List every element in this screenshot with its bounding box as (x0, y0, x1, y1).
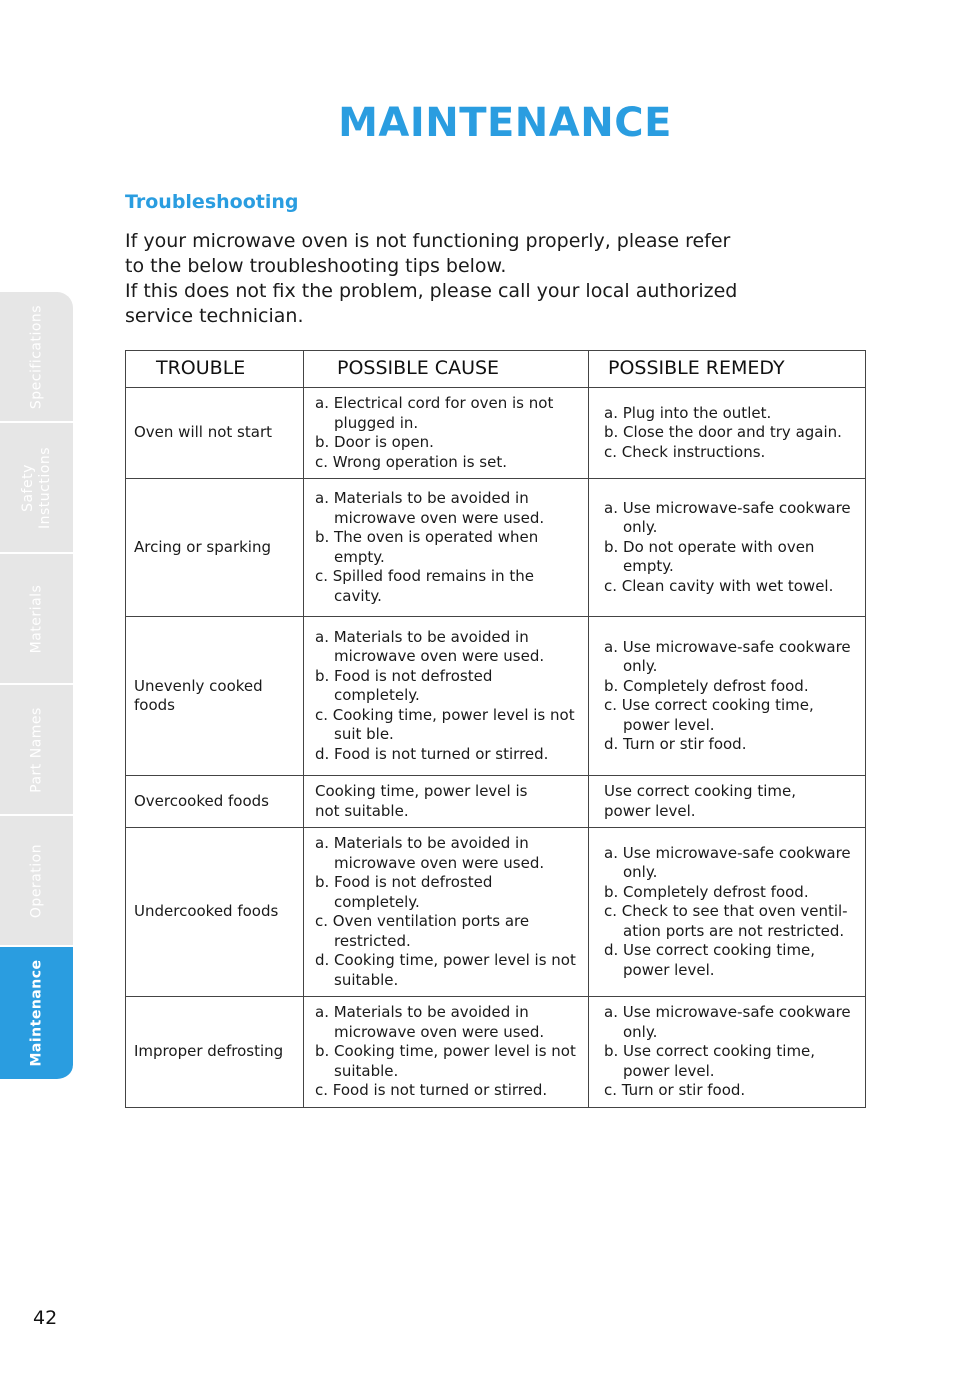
section-tabs (0, 292, 74, 1081)
tab-materials[interactable] (0, 554, 73, 685)
tab-label: Part Names (28, 706, 44, 793)
intro-line: If your microwave oven is not functioning properly, please refer (125, 230, 731, 252)
column-header-remedy: POSSIBLE REMEDY (589, 351, 866, 388)
cause-item: Cooking time, power level is not suitable. (315, 782, 528, 820)
cause-item: d. Cooking time, power level is not suitable. (315, 951, 576, 989)
table-body (126, 388, 866, 1108)
trouble-cell: Undercooked foods (126, 828, 304, 997)
table-row (126, 617, 866, 776)
intro-line: service technician. (125, 305, 304, 327)
trouble-cell: Arcing or sparking (126, 479, 304, 617)
table-row (126, 828, 866, 997)
troubleshooting-table (125, 350, 866, 1108)
cause-cell (304, 828, 589, 997)
cause-item: b. Cooking time, power level is not suitable. (315, 1042, 576, 1080)
remedy-item: d. Use correct cooking time, power level. (604, 941, 816, 979)
remedy-item: b. Close the door and try again. (604, 423, 842, 442)
cause-item: c. Food is not turned or stirred. (315, 1081, 548, 1099)
remedy-item: a. Plug into the outlet. (604, 403, 772, 422)
page-title: MAINTENANCE (338, 100, 672, 146)
cause-item: c. Spilled food remains in the cavity. (315, 567, 534, 605)
remedy-item: c. Use correct cooking time, power level. (604, 696, 814, 734)
section-heading: Troubleshooting (125, 191, 299, 213)
cause-cell (304, 617, 589, 776)
cause-item: b. Food is not defrosted completely. (315, 666, 493, 705)
tab-safety-instructions[interactable] (0, 423, 73, 554)
cause-cell (304, 479, 589, 617)
intro-line: to the below troubleshooting tips below. (125, 255, 507, 277)
cause-item: a. Electrical cord for oven is not plugged in. (315, 394, 554, 432)
tab-label: Materials (28, 584, 44, 653)
tab-label: Specifications (28, 304, 44, 409)
remedy-item: b. Do not operate with oven empty. (604, 537, 815, 576)
trouble-cell: Improper defrosting (126, 997, 304, 1108)
remedy-item: d. Turn or stir food. (604, 735, 747, 753)
remedy-cell (589, 479, 866, 617)
table-row (126, 997, 866, 1108)
cause-item: a. Materials to be avoided in microwave oven were used. (315, 834, 545, 872)
remedy-item: Use correct cooking time, power level. (604, 782, 796, 820)
intro-line: If this does not fix the problem, please call your local authorized (125, 280, 738, 302)
remedy-item: b. Completely defrost food. (604, 882, 809, 901)
cause-cell (304, 776, 589, 828)
table-row (126, 479, 866, 617)
cause-cell (304, 388, 589, 479)
cause-item: b. Food is not defrosted completely. (315, 873, 493, 911)
cause-item: d. Food is not turned or stirred. (315, 744, 549, 763)
trouble-cell: Overcooked foods (126, 776, 304, 828)
remedy-item: c. Clean cavity with wet towel. (604, 576, 834, 595)
cause-item: c. Oven ventilation ports are restricted. (315, 912, 530, 950)
table-row (126, 776, 866, 828)
remedy-item: a. Use microwave-safe cookware only. (604, 843, 851, 882)
page-number: 42 (33, 1307, 58, 1329)
tab-label: Maintenance (28, 959, 44, 1067)
column-header-trouble: TROUBLE (126, 351, 304, 388)
cause-item: a. Materials to be avoided in microwave oven were used. (315, 489, 545, 527)
cause-item: b. The oven is operated when empty. (315, 528, 539, 566)
remedy-item: a. Use microwave-safe cookware only. (604, 637, 851, 675)
tab-label: Safety Instuctions (19, 446, 53, 529)
cause-item: b. Door is open. (315, 433, 434, 451)
remedy-item: c. Turn or stir food. (604, 1081, 746, 1099)
remedy-item: a. Use microwave-safe cookware only. (604, 498, 851, 537)
trouble-cell: Oven will not start (126, 388, 304, 479)
intro-text (125, 229, 825, 329)
tab-label: Operation (28, 843, 44, 918)
cause-item: a. Materials to be avoided in microwave oven were used. (315, 1003, 545, 1041)
table-row (126, 388, 866, 479)
tab-operation[interactable] (0, 816, 73, 947)
trouble-cell: Unevenly cooked foods (126, 617, 304, 776)
remedy-item: b. Use correct cooking time, power level. (604, 1042, 816, 1080)
remedy-cell (589, 617, 866, 776)
tab-specifications[interactable] (0, 292, 73, 423)
cause-cell (304, 997, 589, 1108)
tab-maintenance[interactable] (0, 947, 73, 1081)
cause-item: c. Cooking time, power level is not suit ble. (315, 705, 575, 744)
remedy-cell (589, 388, 866, 479)
cause-item: a. Materials to be avoided in microwave oven were used. (315, 627, 545, 666)
remedy-cell (589, 776, 866, 828)
remedy-item: b. Completely defrost food. (604, 676, 809, 695)
cause-item: c. Wrong operation is set. (315, 452, 507, 471)
table-header-row (126, 351, 866, 388)
column-header-cause: POSSIBLE CAUSE (304, 351, 589, 388)
tab-part-names[interactable] (0, 685, 73, 816)
remedy-cell (589, 828, 866, 997)
remedy-cell (589, 997, 866, 1108)
remedy-item: c. Check to see that oven ventil-ation ports are not restricted. (604, 902, 848, 940)
remedy-item: c. Check instructions. (604, 442, 766, 461)
remedy-item: a. Use microwave-safe cookware only. (604, 1003, 851, 1041)
